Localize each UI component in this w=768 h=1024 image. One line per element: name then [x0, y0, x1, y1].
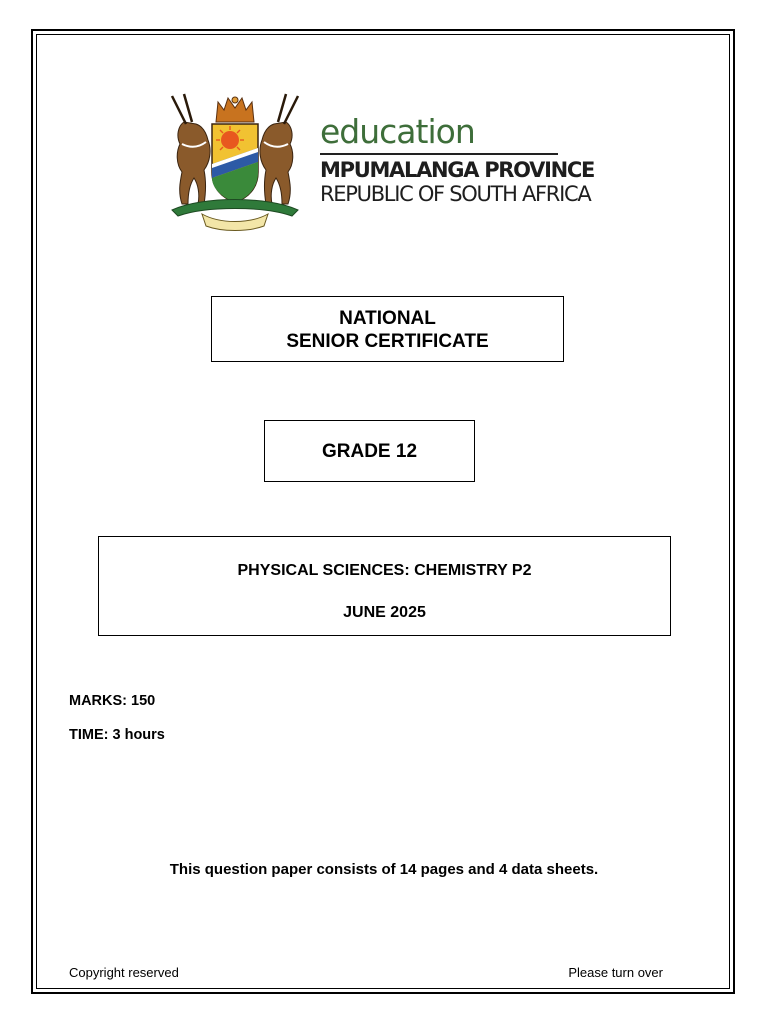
turn-over-footer: Please turn over [568, 965, 663, 980]
shield [212, 124, 258, 202]
logo-province: MPUMALANGA PROVINCE [320, 158, 595, 182]
certificate-box [211, 296, 564, 362]
logo-rule [320, 153, 558, 155]
right-antelope [260, 94, 298, 204]
motto-scroll [172, 200, 298, 231]
logo-country: REPUBLIC OF SOUTH AFRICA [320, 182, 591, 206]
crown [216, 97, 254, 122]
education-logo [320, 112, 595, 206]
left-antelope [172, 94, 210, 204]
time-label: TIME: 3 hours [69, 727, 165, 743]
grade-box [264, 420, 475, 482]
subject-box [98, 536, 671, 636]
certificate-line1: NATIONAL [339, 308, 436, 329]
marks-label: MARKS: 150 [69, 693, 156, 709]
grade-label: GRADE 12 [321, 441, 418, 462]
subject-title: PHYSICAL SCIENCES: CHEMISTRY P2 [237, 562, 532, 579]
copyright-footer: Copyright reserved [69, 965, 179, 980]
coat-of-arms-icon [162, 92, 308, 232]
exam-date: JUNE 2025 [343, 604, 426, 621]
logo-education-word: education [320, 112, 475, 151]
page-count-note: This question paper consists of 14 pages and 4 data sheets. [169, 861, 599, 878]
certificate-line2: SENIOR CERTIFICATE [286, 331, 489, 352]
